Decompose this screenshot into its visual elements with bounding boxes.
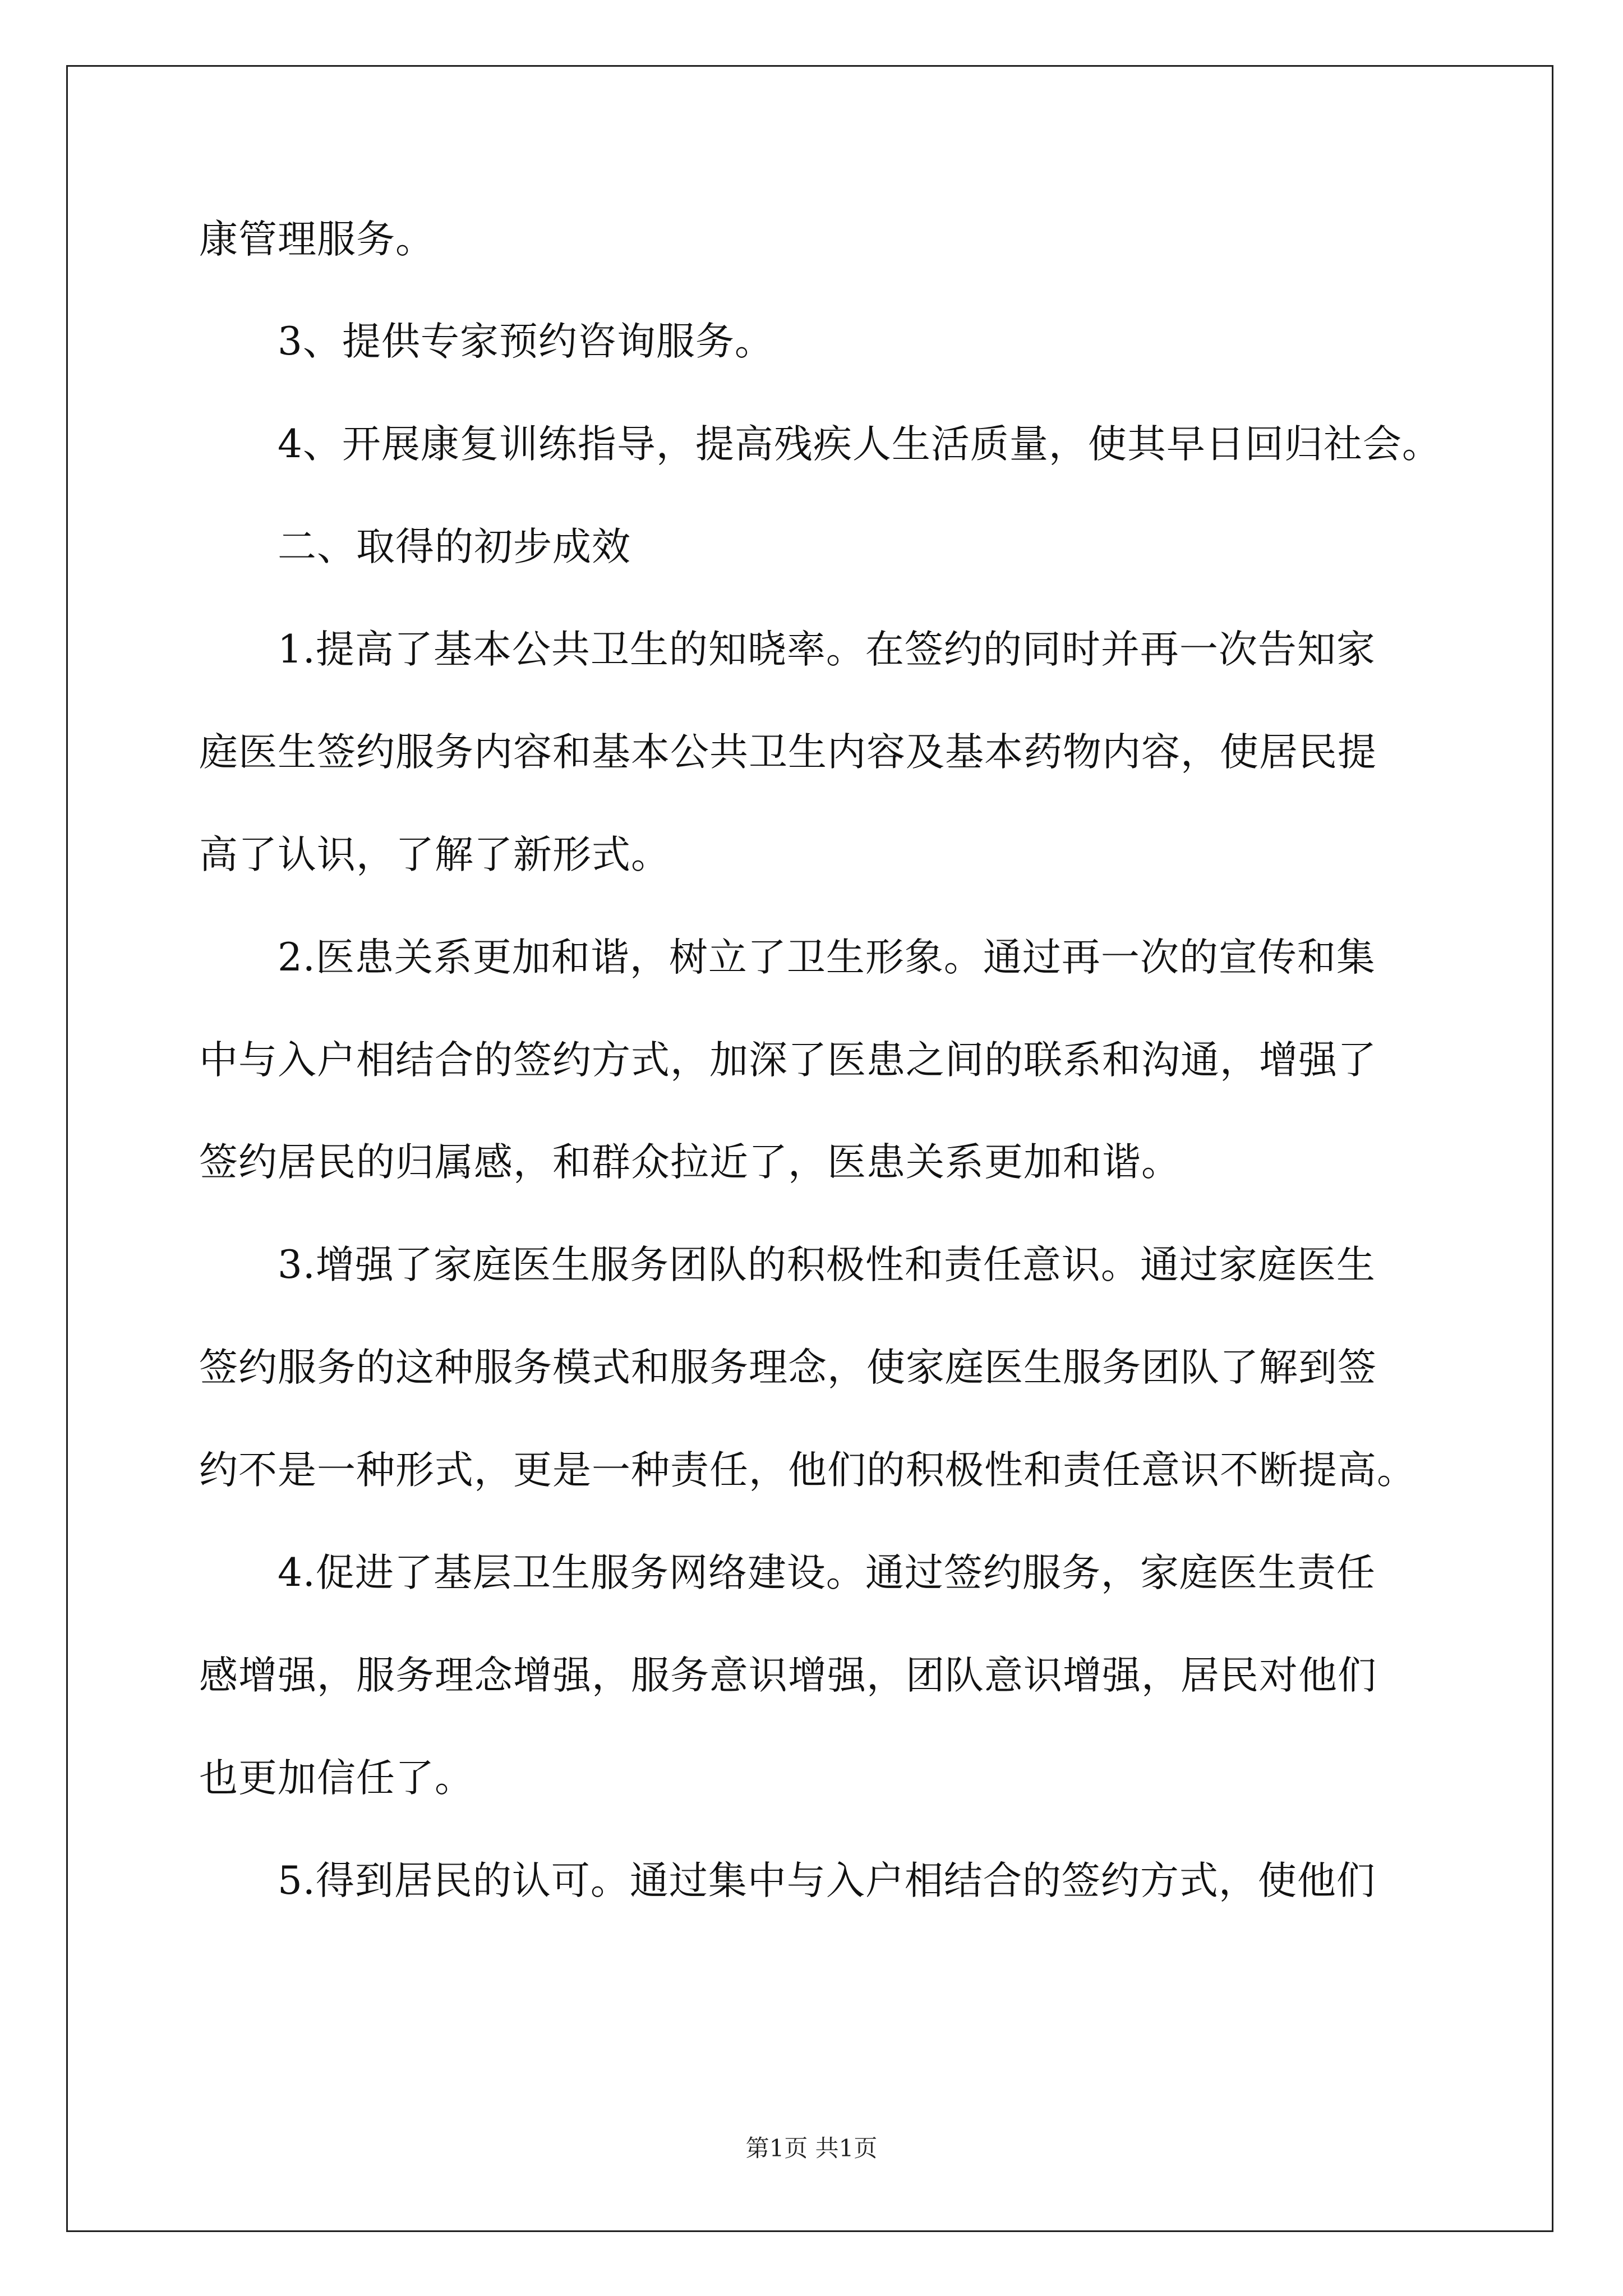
text-line: 也更加信任了。	[199, 1756, 474, 1801]
page-footer: 第1页 共1页	[745, 2134, 878, 2162]
text-line: 4.促进了基层卫生服务网络建设。通过签约服务，家庭医生责任	[278, 1550, 1376, 1595]
text-line: 签约服务的这种服务模式和服务理念，使家庭医生服务团队了解到签	[199, 1345, 1377, 1390]
text-line: 4、开展康复训练指导，提高残疾人生活质量，使其早日回归社会。	[278, 422, 1441, 467]
text-line: 3、提供专家预约咨询服务。	[278, 319, 774, 364]
text-line: 3.增强了家庭医生服务团队的积极性和责任意识。通过家庭医生	[278, 1243, 1376, 1287]
text-line: 中与入户相结合的签约方式，加深了医患之间的联系和沟通，增强了	[199, 1038, 1377, 1083]
text-line: 1.提高了基本公共卫生的知晓率。在签约的同时并再一次告知家	[278, 627, 1376, 672]
text-line: 约不是一种形式，更是一种责任，他们的积极性和责任意识不断提高。	[199, 1448, 1416, 1493]
text-line: 庭医生签约服务内容和基本公共卫生内容及基本药物内容，使居民提	[199, 730, 1377, 775]
text-line: 高了认识，了解了新形式。	[199, 832, 670, 877]
section-heading: 二、取得的初步成效	[278, 524, 631, 569]
text-line: 2.医患关系更加和谐，树立了卫生形象。通过再一次的宣传和集	[278, 935, 1376, 980]
text-line: 康管理服务。	[199, 217, 435, 262]
text-line: 感增强，服务理念增强，服务意识增强，团队意识增强，居民对他们	[199, 1653, 1377, 1698]
text-line: 签约居民的归属感，和群众拉近了，医患关系更加和谐。	[199, 1140, 1181, 1185]
text-line: 5.得到居民的认可。通过集中与入户相结合的签约方式，使他们	[278, 1858, 1376, 1903]
